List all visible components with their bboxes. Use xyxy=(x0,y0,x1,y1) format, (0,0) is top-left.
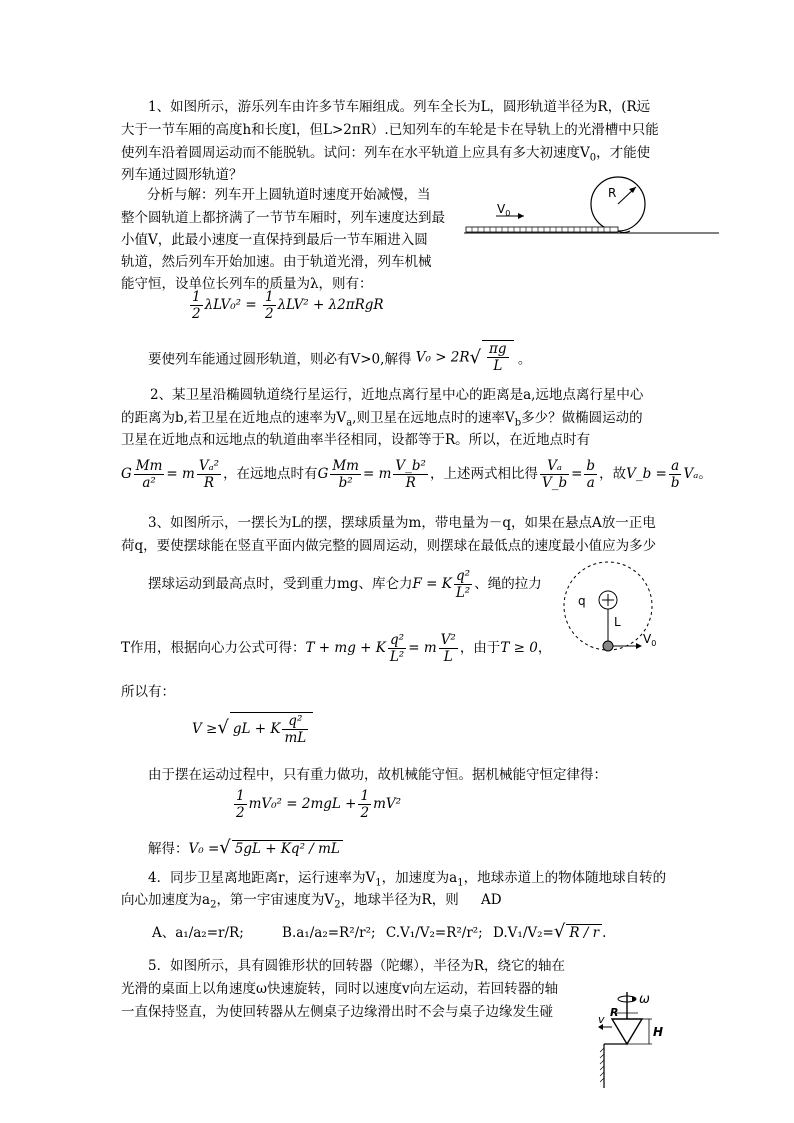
p3-line-2: 荷q，要使摆球能在竖直平面内做完整的圆周运动，则摆球在最低点的速度最小值应为多少 xyxy=(121,538,657,554)
p3-line-5: 所以有： xyxy=(121,684,175,700)
radius-label: R xyxy=(610,1006,619,1019)
p1-intro-line-4: 列车通过圆形轨道？ xyxy=(121,167,243,183)
p3-line-3: 摆球运动到最高点时，受到重力mg、库仑力F = K $\frac{\text{q²}}{\text{L²}}$ 、绳的拉力 xyxy=(148,568,542,601)
p2-line-1: 2、某卫星沿椭圆轨道绕行星运行，近地点离行星中心的距离是a,远地点离行星中心 xyxy=(150,387,644,403)
p2-line-2: 的距离为b,若卫星在近地点的速率为$V_a$,则卫星在远地点时的速率$V_b$多少？做椭圆运动的 xyxy=(121,410,643,429)
p2-line-3: 卫星在近地点和远地点的轨道曲率半径相同，设都等于R。所以，在近地点时有 xyxy=(121,432,591,448)
option-d: D.V₁/V₂=√ R / r . xyxy=(493,921,607,942)
p5-gyroscope-figure xyxy=(592,990,687,1090)
p1-condition: 要使列车能通过圆形轨道，则必有V>0,解得 V₀ > 2R√ $\frac{\pi g}{L}$ 。 xyxy=(148,341,532,374)
p1-analysis-line-3: 小值V，此最小速度一直保持到最后一节车厢进入圆 xyxy=(121,232,428,248)
p4-answer: AD xyxy=(481,892,502,908)
pendulum-bob xyxy=(603,641,613,651)
length-label: L xyxy=(614,615,621,629)
p1-analysis-line-2: 整个圆轨道上都挤满了一节节车厢时，列车速度达到最 xyxy=(121,210,445,226)
p5-line-2: 光滑的桌面上以角速度ω快速旋转，同时以速度v向左运动，若回转器的轴 xyxy=(121,981,559,997)
p3-energy-equation: $\frac{1}{2}$ mV₀² = 2mgL + $\frac{1}{2}$ mV² xyxy=(236,788,402,821)
velocity-arrow-icon xyxy=(518,213,524,219)
height-label: H xyxy=(653,1025,664,1039)
p1-intro-line-2: 大于一节车厢的高度h和长度l，但L>2πR）.已知列车的车轮是卡在导轨上的光滑槽中只能 xyxy=(121,122,659,138)
p3-inequality: V ≥√ gL + K $\frac{\text{q²}}{mL}$ xyxy=(192,712,313,746)
gyro-cone xyxy=(612,1019,642,1044)
p3-line-1: 3、如图所示，一摆长为L的摆，摆球质量为m，带电量为－q，如果在悬点A放一正电 xyxy=(148,515,656,531)
velocity-label: $V_0$ xyxy=(643,632,657,648)
p4-line-1: 4．同步卫星离地距离r，运行速率为$V_1$，加速度为$a_1$，地球赤道上的物体随地球自转的 xyxy=(148,870,667,889)
p3-pendulum-figure xyxy=(556,560,686,690)
p3-line-4: T作用，根据向心力公式可得：T + mg + K $\frac{\text{q²}}{\text{L²}}$ = m $\frac{\text{V²}}{L}$ ，由于T ≥ 0， xyxy=(121,632,552,665)
option-a: A、a₁/a₂=r/R; xyxy=(152,925,244,941)
bob-velocity-arrow-icon xyxy=(636,643,642,649)
p5-line-1: 5．如图所示，具有圆锥形状的回转器（陀螺），半径为R，绕它的轴在 xyxy=(148,958,566,974)
p1-analysis-line-4: 轨道，然后列车开始加速。由于轨道光滑，列车机械 xyxy=(121,254,432,270)
p4-options xyxy=(152,921,606,942)
train-body xyxy=(466,227,618,232)
p1-analysis-line-1: 分析与解：列车开上圆轨道时速度开始减慢，当 xyxy=(147,187,431,203)
omega-label: ω xyxy=(639,992,650,1007)
p4-line-2: 向心加速度为$a_2$，第一宇宙速度为$V_2$，地球半径为R，则 AD xyxy=(121,892,502,911)
p1-intro-line-3: 使列车沿着圆周运动而不能脱轨。试问：列车在水平轨道上应具有多大初速度$V_0$，才能使 xyxy=(121,145,651,164)
loop-radius-label: R xyxy=(608,186,617,200)
p1-loop-figure xyxy=(464,170,724,250)
p1-analysis-line-5: 能守恒，设单位长列车的质量为λ，则有： xyxy=(121,276,373,292)
option-c: C.V₁/V₂=R²/r²; xyxy=(385,925,483,941)
p5-line-3: 一直保持竖直，为使回转器从左侧桌子边缘滑出时不会与桌子边缘发生碰 xyxy=(121,1004,553,1020)
velocity-label: v xyxy=(598,1013,605,1026)
p2-formula-line: G $\frac{Mm}{\text{a²}}$ = m $\frac{\text{Vₐ²}}{R}$ ，在远地点时有G $\frac{Mm}{\text{b²}}$ = m $\frac{\text{V\_b²}}{R}$ ，上述两式相比得 $\frac{\text{Vₐ}}{V\_b}$ = $\frac{b}{a}$ ，故V_b = $\frac{a}{b}$ Vₐ。 xyxy=(121,458,712,491)
option-b: B.a₁/a₂=R²/r²; xyxy=(282,925,376,941)
p3-line-6: 由于摆在运动过程中，只有重力做功，故机械能守恒。据机械能守恒定律得： xyxy=(148,767,607,783)
velocity-label: $V_0$ xyxy=(497,202,511,218)
p1-intro-line-1: 1、如图所示，游乐列车由许多节车厢组成。列车全长为L，圆形轨道半径为R，(R远 xyxy=(148,99,651,115)
p3-solution: 解得：V₀ =√ 5gL + Kq² / mL xyxy=(148,837,343,858)
p1-energy-equation: $\frac{1}{2}$ λLV₀² = $\frac{1}{2}$ λLV² + λ2πRgR xyxy=(192,289,384,322)
charge-label: q xyxy=(578,594,586,608)
